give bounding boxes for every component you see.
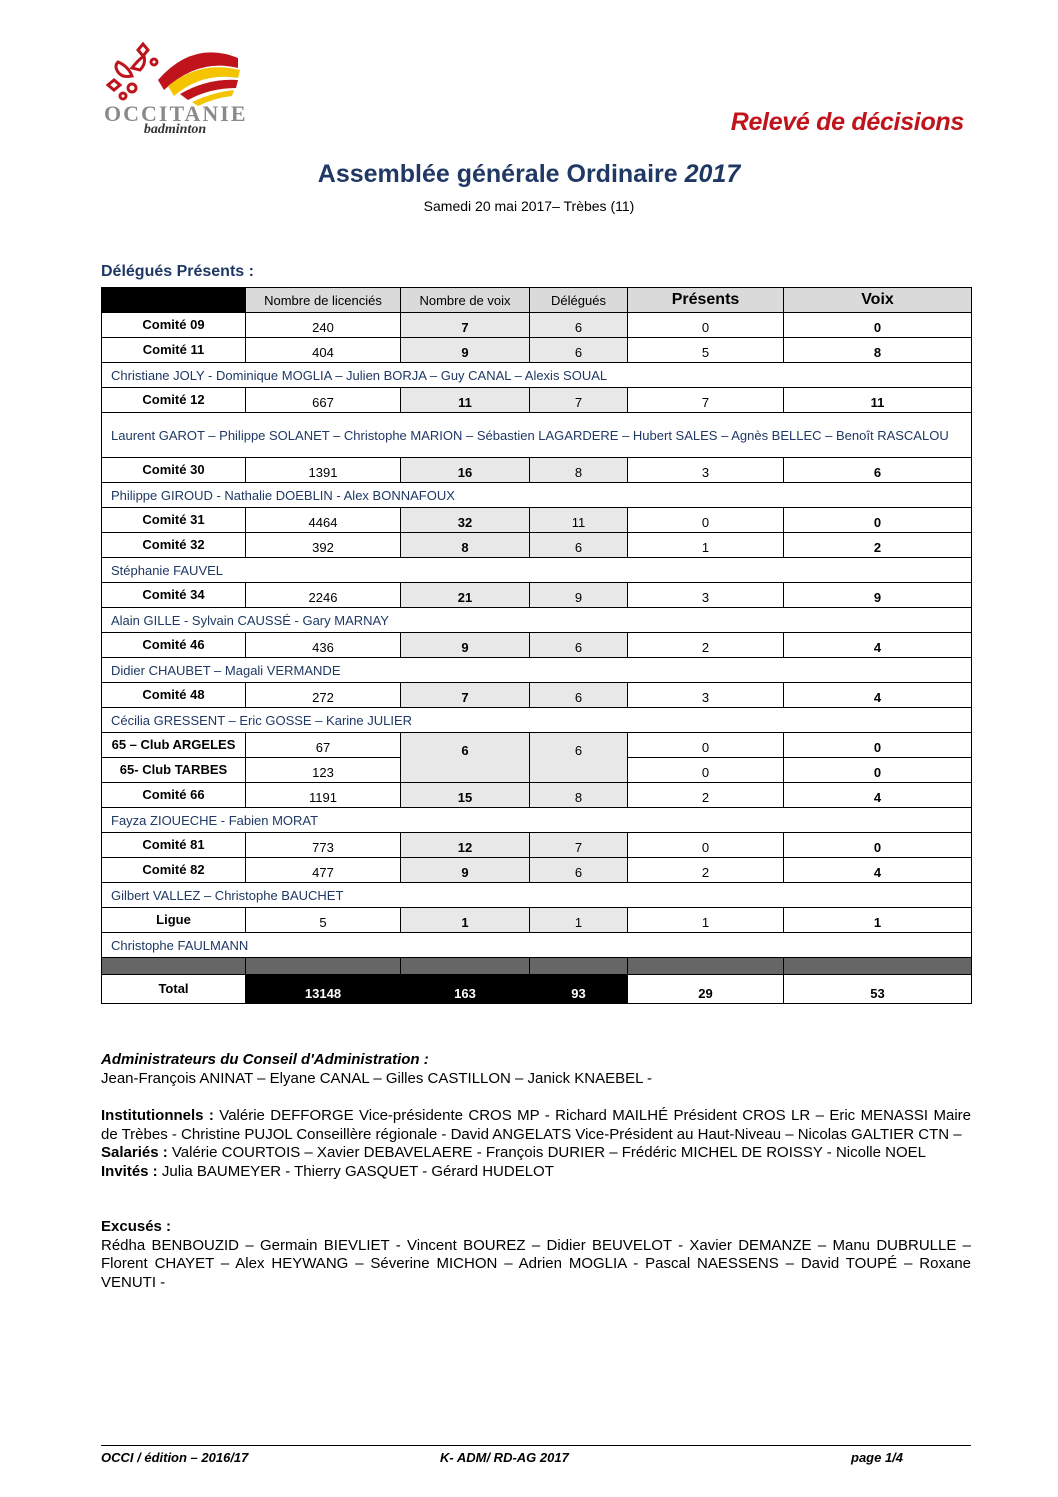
delegues-cell-value: 6	[574, 865, 583, 880]
licencies-cell	[246, 858, 401, 883]
nombre-voix-cell-value: 7	[461, 320, 469, 335]
nombre-voix-cell	[401, 313, 530, 338]
comite-row	[102, 633, 972, 658]
voix-cell-value: 0	[873, 840, 882, 855]
licencies-cell	[246, 458, 401, 483]
delegate-names	[102, 883, 972, 908]
voix-cell	[784, 508, 972, 533]
delegate-names	[102, 933, 972, 958]
nombre-voix-cell-value: 7	[461, 690, 469, 705]
comite-label	[102, 533, 246, 558]
delegues-cell	[530, 833, 628, 858]
comite-label-value: Ligue	[156, 911, 191, 927]
delegues-cell	[530, 313, 628, 338]
comite-label	[102, 508, 246, 533]
presents-cell	[628, 833, 784, 858]
delegues-cell-value: 6	[574, 540, 583, 555]
delegues-cell	[530, 733, 628, 783]
comite-label	[102, 833, 246, 858]
page-subtitle: Samedi 20 mai 2017– Trèbes (11)	[423, 198, 635, 214]
nombre-voix-cell	[401, 858, 530, 883]
delegues-cell	[530, 683, 628, 708]
presents-cell-value: 0	[701, 740, 710, 755]
nombre-voix-cell	[401, 683, 530, 708]
comite-label	[102, 338, 246, 363]
nombre-voix-cell-value: 15	[457, 790, 473, 805]
total-nombre-voix-value: 163	[454, 986, 476, 1001]
delegues-cell	[530, 783, 628, 808]
presents-cell	[628, 908, 784, 933]
licencies-cell-value: 392	[312, 540, 334, 555]
licencies-cell	[246, 683, 401, 708]
delegate-names	[102, 708, 972, 733]
comite-row	[102, 783, 972, 808]
separator-cell	[401, 958, 530, 975]
comite-label	[102, 633, 246, 658]
presents-cell-value: 1	[701, 915, 710, 930]
document-type-label: Relevé de décisions	[730, 108, 964, 136]
delegues-cell	[530, 508, 628, 533]
comite-label-value: Comité 34	[142, 586, 205, 602]
total-nombre-voix	[401, 975, 530, 1004]
comite-label	[102, 313, 246, 338]
delegues-cell	[530, 338, 628, 363]
comite-label	[102, 758, 246, 783]
licencies-cell-value: 67	[315, 740, 331, 755]
page-title	[0, 160, 1058, 189]
delegate-names-value: Didier CHAUBET – Magali VERMANDE	[111, 662, 341, 678]
presents-cell	[628, 313, 784, 338]
comite-label-value: Comité 32	[142, 536, 205, 552]
nombre-voix-cell-value: 9	[461, 640, 469, 655]
licencies-cell	[246, 313, 401, 338]
total-licencies	[246, 975, 401, 1004]
excuses-text: Rédha BENBOUZID – Germain BIEVLIET - Vincent BOUREZ – Didier BEUVELOT - Xavier DEMANZE – Manu DUBRULLE – Florent CHAYET – Alex HEYWANG – Séverine MICHON – Adrien MOGLIA - Pascal NAESSENS – David TOUPÉ – Roxane VENUTI -	[101, 1236, 971, 1291]
total-delegues	[530, 975, 628, 1004]
delegues-cell	[530, 908, 628, 933]
delegues-cell-value: 6	[574, 640, 583, 655]
guests-block	[101, 1107, 971, 1181]
licencies-cell-value: 123	[312, 765, 334, 780]
presents-cell-value: 3	[701, 690, 710, 705]
comite-label-value: Comité 09	[142, 316, 205, 332]
presents-cell	[628, 533, 784, 558]
delegate-names-value: Alain GILLE - Sylvain CAUSSÉ - Gary MARNAY	[111, 612, 389, 628]
comite-row	[102, 908, 972, 933]
presents-cell	[628, 683, 784, 708]
nombre-voix-cell	[401, 388, 530, 413]
licencies-cell-value: 404	[312, 345, 334, 360]
comite-label-value: Comité 31	[142, 511, 205, 527]
admins-text: Jean-François ANINAT – Elyane CANAL – Gilles CASTILLON – Janick KNAEBEL -	[101, 1069, 653, 1087]
occitanie-cross-icon	[98, 40, 250, 110]
licencies-cell-value: 1391	[308, 465, 338, 480]
comite-row	[102, 833, 972, 858]
nombre-voix-cell-value: 21	[457, 590, 473, 605]
comite-label	[102, 783, 246, 808]
voix-cell	[784, 313, 972, 338]
comite-label-value: Comité 46	[142, 636, 205, 652]
invites-label: Invités :	[101, 1162, 158, 1180]
total-voix-value: 53	[870, 986, 885, 1001]
voix-cell-value: 0	[873, 320, 882, 335]
voix-cell	[784, 683, 972, 708]
presents-cell-value: 0	[701, 515, 710, 530]
presents-cell-value: 1	[701, 540, 710, 555]
total-label-value: Total	[158, 980, 189, 996]
header-delegues-value: Délégués	[551, 292, 606, 308]
delegues-cell-value: 7	[574, 840, 583, 855]
delegate-names-row	[102, 883, 972, 908]
licencies-cell	[246, 733, 401, 758]
presents-cell-value: 0	[701, 840, 710, 855]
delegate-names-value: Philippe GIROUD - Nathalie DOEBLIN - Alex BONNAFOUX	[111, 487, 455, 503]
total-voix	[784, 975, 972, 1004]
delegues-cell-value: 9	[574, 590, 583, 605]
voix-cell-value: 4	[873, 790, 882, 805]
total-row	[102, 975, 972, 1004]
delegate-names	[102, 558, 972, 583]
presents-cell	[628, 508, 784, 533]
header-licencies	[246, 288, 401, 313]
delegues-cell	[530, 458, 628, 483]
delegate-names-row	[102, 658, 972, 683]
voix-cell	[784, 583, 972, 608]
salaries-text: Valérie COURTOIS – Xavier DEBAVELAERE - François DURIER – Frédéric MICHEL DE ROISSY - Nicolle NOEL	[167, 1144, 926, 1161]
comite-label	[102, 858, 246, 883]
footer-reference: K- ADM/ RD-AG 2017	[440, 1450, 569, 1465]
delegues-cell	[530, 633, 628, 658]
comite-label-value: Comité 30	[142, 461, 205, 477]
delegate-names-value: Cécilia GRESSENT – Eric GOSSE – Karine JULIER	[111, 712, 413, 728]
nombre-voix-cell	[401, 783, 530, 808]
delegate-names-row	[102, 933, 972, 958]
delegues-cell	[530, 583, 628, 608]
voix-cell-value: 2	[873, 540, 882, 555]
title-year: 2017	[684, 160, 741, 188]
header-licencies-value: Nombre de licenciés	[264, 292, 382, 308]
header-voix-value: Voix	[861, 291, 894, 308]
comite-label-value: 65 – Club ARGELES	[111, 736, 236, 752]
header-nombre-voix-value: Nombre de voix	[419, 292, 511, 308]
licencies-cell-value: 436	[312, 640, 334, 655]
voix-cell-value: 11	[870, 395, 885, 410]
licencies-cell	[246, 388, 401, 413]
excuses-label: Excusés :	[101, 1218, 172, 1235]
footer-edition: OCCI / édition – 2016/17	[101, 1450, 249, 1465]
comite-row	[102, 683, 972, 708]
licencies-cell	[246, 633, 401, 658]
admins-block	[101, 1051, 971, 1088]
presents-cell	[628, 583, 784, 608]
voix-cell	[784, 833, 972, 858]
nombre-voix-cell	[401, 908, 530, 933]
nombre-voix-cell	[401, 338, 530, 363]
nombre-voix-cell-value: 11	[458, 395, 472, 410]
licencies-cell	[246, 908, 401, 933]
voix-cell-value: 4	[873, 640, 882, 655]
presents-cell-value: 2	[701, 640, 710, 655]
licencies-cell-value: 773	[312, 840, 334, 855]
delegues-cell-value: 1	[574, 915, 583, 930]
logo-sub-text: badminton	[143, 122, 207, 137]
voix-cell-value: 1	[873, 915, 882, 930]
comite-row	[102, 733, 972, 758]
nombre-voix-cell	[401, 733, 530, 783]
delegate-names	[102, 608, 972, 633]
comite-label	[102, 388, 246, 413]
institutionnels-label: Institutionnels :	[101, 1107, 214, 1124]
voix-cell	[784, 458, 972, 483]
comite-label-value: Comité 11	[142, 341, 205, 357]
delegate-names	[102, 483, 972, 508]
title-main: Assemblée générale Ordinaire	[317, 160, 685, 188]
licencies-cell	[246, 783, 401, 808]
voix-cell	[784, 633, 972, 658]
presents-cell-value: 7	[701, 395, 710, 410]
presents-cell-value: 0	[701, 320, 710, 335]
delegues-cell-value: 11	[571, 515, 586, 530]
licencies-cell-value: 2246	[308, 590, 338, 605]
nombre-voix-cell	[401, 583, 530, 608]
total-presents	[628, 975, 784, 1004]
voix-cell-value: 0	[873, 515, 882, 530]
delegues-cell-value: 6	[574, 690, 583, 705]
comite-label-value: Comité 82	[142, 861, 205, 877]
voix-cell-value: 9	[873, 590, 882, 605]
delegate-names	[102, 363, 972, 388]
delegues-cell	[530, 858, 628, 883]
presents-cell-value: 5	[701, 345, 710, 360]
licencies-cell-value: 667	[312, 395, 334, 410]
presents-cell	[628, 858, 784, 883]
comite-row	[102, 338, 972, 363]
licencies-cell-value: 272	[312, 690, 334, 705]
delegate-names-row	[102, 708, 972, 733]
presents-cell-value: 3	[701, 590, 710, 605]
licencies-cell	[246, 833, 401, 858]
voix-cell-value: 4	[873, 865, 882, 880]
delegues-cell-value: 6	[574, 743, 583, 758]
presents-cell-value: 2	[701, 790, 710, 805]
presents-cell	[628, 733, 784, 758]
presents-cell	[628, 338, 784, 363]
footer-page-number: page 1/4	[851, 1450, 904, 1465]
comite-label-value: Comité 81	[142, 836, 205, 852]
delegate-names-value: Christophe FAULMANN	[111, 937, 249, 953]
total-label	[102, 975, 246, 1004]
header-nombre-voix	[401, 288, 530, 313]
comite-row	[102, 583, 972, 608]
nombre-voix-cell-value: 32	[457, 515, 473, 530]
delegate-names-row	[102, 483, 972, 508]
comite-label	[102, 458, 246, 483]
nombre-voix-cell	[401, 833, 530, 858]
comite-row	[102, 508, 972, 533]
licencies-cell	[246, 758, 401, 783]
delegate-names-value: Laurent GAROT – Philippe SOLANET – Christophe MARION – Sébastien LAGARDERE – Hubert SALES – Agnès BELLEC – Benoît RASCALOU	[111, 427, 949, 443]
voix-cell	[784, 338, 972, 363]
voix-cell	[784, 533, 972, 558]
licencies-cell-value: 477	[312, 865, 334, 880]
presents-cell-value: 2	[701, 865, 710, 880]
delegues-cell	[530, 388, 628, 413]
licencies-cell-value: 240	[312, 320, 334, 335]
delegate-names	[102, 808, 972, 833]
voix-cell-value: 4	[873, 690, 882, 705]
comite-row	[102, 458, 972, 483]
presents-cell-value: 3	[701, 465, 710, 480]
delegues-cell-value: 7	[574, 395, 583, 410]
delegues-cell-value: 6	[574, 320, 583, 335]
comite-row	[102, 313, 972, 338]
comite-label	[102, 583, 246, 608]
total-licencies-value: 13148	[304, 986, 342, 1001]
presents-cell	[628, 758, 784, 783]
nombre-voix-cell	[401, 633, 530, 658]
licencies-cell-value: 4464	[308, 515, 338, 530]
separator-cell	[246, 958, 401, 975]
footer-divider	[101, 1445, 971, 1446]
header-delegues	[530, 288, 628, 313]
delegate-names-row	[102, 413, 972, 458]
section-title-delegues: Délégués Présents :	[101, 263, 254, 280]
delegues-cell	[530, 533, 628, 558]
delegate-names-value: Christiane JOLY - Dominique MOGLIA – Julien BORJA – Guy CANAL – Alexis SOUAL	[111, 367, 608, 383]
separator-cell	[530, 958, 628, 975]
comite-label-value: Comité 48	[142, 686, 205, 702]
voix-cell-value: 6	[873, 465, 882, 480]
comite-label	[102, 733, 246, 758]
separator-cell	[784, 958, 972, 975]
nombre-voix-cell-value: 8	[461, 540, 469, 555]
nombre-voix-cell	[401, 458, 530, 483]
admins-label: Administrateurs du Conseil d'Administration :	[101, 1051, 429, 1068]
licencies-cell	[246, 508, 401, 533]
comite-label-value: 65- Club TARBES	[119, 761, 228, 777]
voix-cell-value: 8	[873, 345, 882, 360]
logo-brand-text: OCCITANIE	[104, 101, 248, 126]
delegate-names	[102, 658, 972, 683]
delegues-cell-value: 6	[574, 345, 583, 360]
comite-row	[102, 858, 972, 883]
nombre-voix-cell	[401, 508, 530, 533]
delegate-names-row	[102, 363, 972, 388]
comite-label-value: Comité 66	[142, 786, 205, 802]
separator-cell	[628, 958, 784, 975]
nombre-voix-cell-value: 1	[461, 915, 469, 930]
comite-label	[102, 683, 246, 708]
delegate-names	[102, 413, 972, 458]
presents-cell	[628, 458, 784, 483]
voix-cell	[784, 733, 972, 758]
voix-cell	[784, 758, 972, 783]
delegate-names-value: Gilbert VALLEZ – Christophe BAUCHET	[111, 887, 344, 903]
nombre-voix-cell	[401, 533, 530, 558]
nombre-voix-cell-value: 16	[457, 465, 473, 480]
header-voix	[784, 288, 972, 313]
licencies-cell	[246, 533, 401, 558]
comite-row	[102, 388, 972, 413]
presents-cell	[628, 388, 784, 413]
header-presents-value: Présents	[671, 291, 740, 308]
presents-cell	[628, 783, 784, 808]
voix-cell	[784, 783, 972, 808]
licencies-cell	[246, 583, 401, 608]
total-presents-value: 29	[698, 986, 713, 1001]
comite-label-value: Comité 12	[142, 391, 205, 407]
licencies-cell-value: 5	[319, 915, 327, 930]
nombre-voix-cell-value: 6	[461, 743, 469, 758]
delegues-cell-value: 8	[574, 790, 583, 805]
voix-cell-value: 0	[873, 740, 882, 755]
nombre-voix-cell-value: 9	[461, 865, 469, 880]
voix-cell-value: 0	[873, 765, 882, 780]
table-header-row	[102, 288, 972, 313]
invites-text: Julia BAUMEYER - Thierry GASQUET - Gérard HUDELOT	[157, 1162, 554, 1180]
comite-row	[102, 533, 972, 558]
voix-cell	[784, 858, 972, 883]
delegate-names-value: Fayza ZIOUECHE - Fabien MORAT	[111, 812, 319, 828]
excuses-block	[101, 1218, 971, 1292]
total-delegues-value: 93	[571, 986, 586, 1001]
salaries-label: Salariés :	[101, 1144, 168, 1161]
voix-cell	[784, 908, 972, 933]
voix-cell	[784, 388, 972, 413]
delegate-names-row	[102, 808, 972, 833]
separator-cell	[102, 958, 246, 975]
header-presents	[628, 288, 784, 313]
delegate-names-value: Stéphanie FAUVEL	[111, 562, 224, 578]
delegates-table	[101, 287, 972, 1004]
presents-cell	[628, 633, 784, 658]
delegate-names-row	[102, 608, 972, 633]
delegues-cell-value: 8	[574, 465, 583, 480]
institutionnels-text: Valérie DEFFORGE Vice-présidente CROS MP - Richard MAILHÉ Président CROS LR – Eric MENASSI Maire de Trèbes - Christine PUJOL Conseillère régionale - David ANGELATS Vice-Président au Haut-Niveau – Nicolas GALTIER CTN –	[101, 1107, 971, 1143]
comite-label	[102, 908, 246, 933]
header-corner	[102, 288, 246, 313]
occitanie-logo	[98, 40, 250, 136]
separator-row	[102, 958, 972, 975]
licencies-cell	[246, 338, 401, 363]
delegate-names-row	[102, 558, 972, 583]
nombre-voix-cell-value: 12	[457, 840, 473, 855]
licencies-cell-value: 1191	[309, 790, 337, 805]
presents-cell-value: 0	[701, 765, 710, 780]
nombre-voix-cell-value: 9	[461, 345, 469, 360]
